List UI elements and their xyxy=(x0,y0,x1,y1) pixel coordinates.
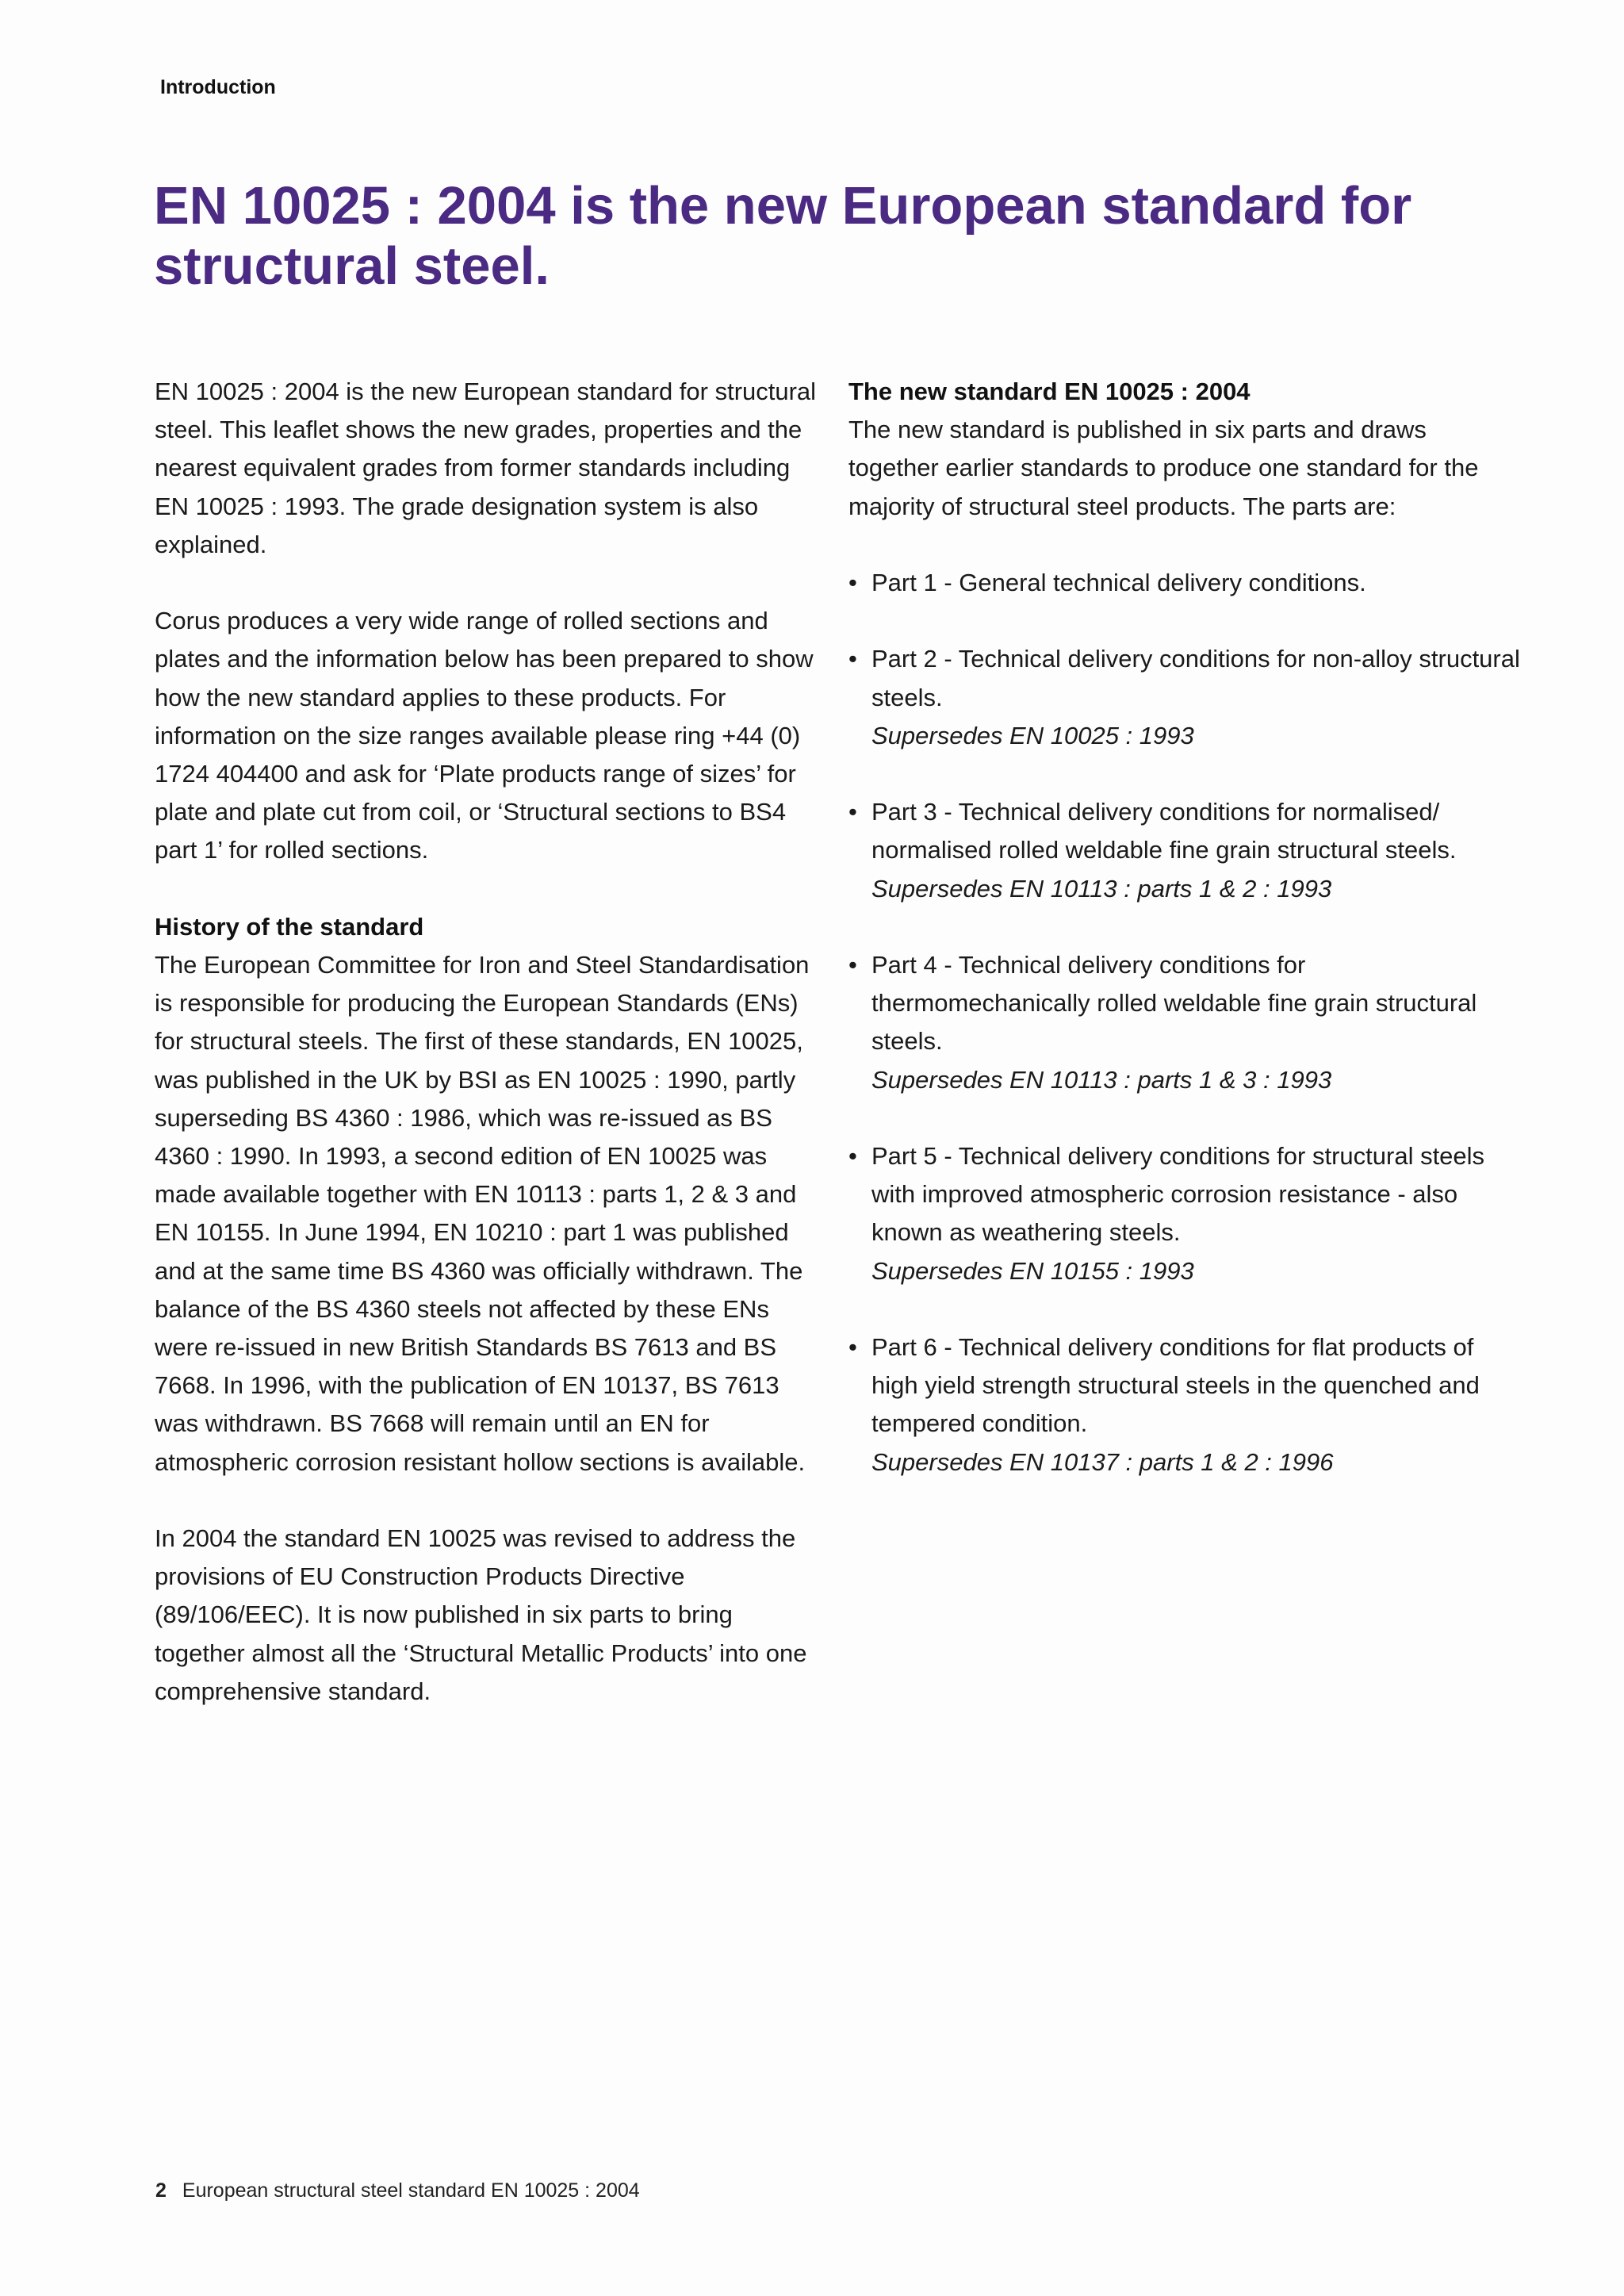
part-text: Part 5 - Technical delivery conditions for structural steels with improved atmospheric corrosion resistance - also known as weathering steels. xyxy=(871,1141,1485,1247)
part-text: Part 4 - Technical delivery conditions for thermomechanically rolled weldable fine grain structural steels. xyxy=(871,950,1477,1056)
supersedes-note: Supersedes EN 10113 : parts 1 & 3 : 1993 xyxy=(871,1065,1332,1094)
list-item xyxy=(848,564,1522,602)
list-item xyxy=(848,1137,1522,1290)
supersedes-note: Supersedes EN 10025 : 1993 xyxy=(871,721,1194,749)
list-item xyxy=(848,793,1522,908)
intro-paragraph: EN 10025 : 2004 is the new European standard for structural steel. This leaflet shows the new grades, properties and the nearest equivalent grades from former standards including EN 10025 : 1993. The grade designation system is also explained. xyxy=(155,378,817,558)
history-heading: History of the standard xyxy=(155,912,424,941)
parts-list xyxy=(848,564,1522,1481)
supersedes-note: Supersedes EN 10137 : parts 1 & 2 : 1996 xyxy=(871,1447,1334,1476)
part-text: Part 3 - Technical delivery conditions for normalised/ normalised rolled weldable fine grain structural steels. xyxy=(871,798,1457,864)
section-label: Introduction xyxy=(160,76,276,98)
list-item xyxy=(848,1328,1522,1481)
history-paragraph: The European Committee for Iron and Steel Standardisation is responsible for producing the European Standards (ENs) for structural steels. The first of these standards, EN 10025, was published in the UK by BSI as EN 10025 : 1990, partly superseding BS 4360 : 1986, which was re-issued as BS 4360 : 1990. In 1993, a second edition of EN 10025 was made available together with EN 10113 : parts 1, 2 & 3 and EN 10155. In June 1994, EN 10210 : part 1 was published and at the same time BS 4360 was officially withdrawn. The balance of the BS 4360 steels not affected by these ENs were re-issued in new British Standards BS 7613 and BS 7668. In 1996, with the publication of EN 10137, BS 7613 was withdrawn. BS 7668 will remain until an EN for atmospheric corrosion resistant hollow sections is available. xyxy=(155,951,810,1476)
page-number: 2 xyxy=(155,2179,167,2202)
supersedes-note: Supersedes EN 10113 : parts 1 & 2 : 1993 xyxy=(871,874,1332,903)
corus-paragraph: Corus produces a very wide range of rolled sections and plates and the information below has been prepared to show how the new standard applies to these products. For information on the size ranges available please ring +44 (0) 1724 404400 and ask for ‘Plate products range of sizes’ for plate and plate cut from coil, or ‘Structural sections to BS4 part 1’ for rolled sections. xyxy=(155,607,814,864)
page-footer xyxy=(155,2179,640,2202)
new-standard-heading: The new standard EN 10025 : 2004 xyxy=(848,378,1251,405)
part-text: Part 1 - General technical delivery conditions. xyxy=(871,569,1366,596)
left-column xyxy=(155,373,821,1711)
part-text: Part 6 - Technical delivery conditions for flat products of high yield strength structural steels in the quenched and tempered condition. xyxy=(871,1332,1480,1438)
revision-paragraph: In 2004 the standard EN 10025 was revised to address the provisions of EU Construction Products Directive (89/106/EEC). It is now published in six parts to bring together almost all the ‘Structural Metallic Products’ into one comprehensive standard. xyxy=(155,1524,807,1705)
footer-document-title: European structural steel standard EN 10025 : 2004 xyxy=(182,2179,640,2202)
part-text: Part 2 - Technical delivery conditions for non-alloy structural steels. xyxy=(871,645,1520,711)
list-item xyxy=(848,946,1522,1099)
list-item xyxy=(848,640,1522,755)
page-title: EN 10025 : 2004 is the new European standard for structural steel. xyxy=(154,176,1412,296)
new-standard-intro: The new standard is published in six parts and draws together earlier standards to produce one standard for the majority of structural steel products. The parts are: xyxy=(848,416,1479,520)
supersedes-note: Supersedes EN 10155 : 1993 xyxy=(871,1256,1194,1285)
right-column xyxy=(848,373,1522,1520)
